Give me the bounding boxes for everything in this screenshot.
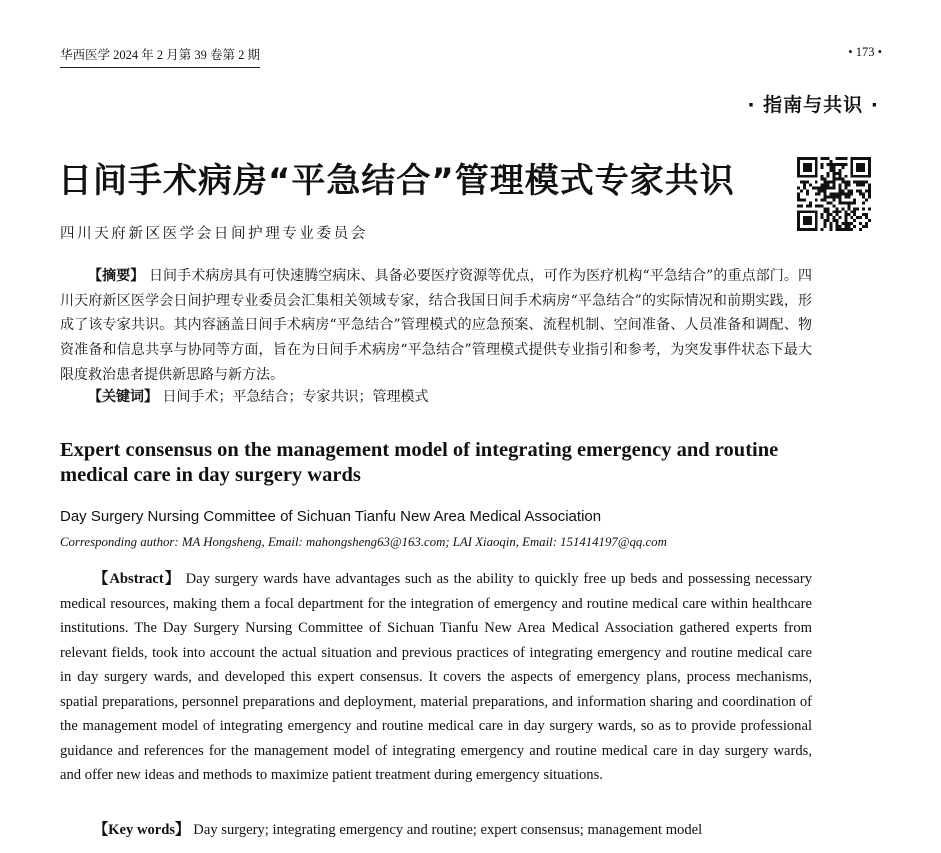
organization-en: Day Surgery Nursing Committee of Sichuan Tianfu New Area Medical Association [60,508,602,525]
abstract-cn-label: 【摘要】 [88,268,145,284]
keywords-cn-text: 日间手术；平急结合；专家共识；管理模式 [158,389,429,405]
keywords-en [60,818,820,842]
article-title-cn: 日间手术病房“平急结合”管理模式专家共识 [58,161,735,201]
keywords-cn [60,385,812,409]
abstract-en-label: 【Abstract】 [93,571,181,587]
abstract-en [60,567,812,788]
abstract-en-text: Day surgery wards have advantages such as the ability to quickly free up beds and possessing necessary medical resources, making them a focal department for the integration of emergency and routine medical care within healthcare institutions. The Day Surgery Nursing Committee of Sichuan Tianfu New Area Medical Association gathered experts from relevant fields, took into account the actual situation and previous practices of integrating emergency and routine medical care in day surgery wards, and developed this expert consensus. It covers the aspects of emergency plans, process mechanisms, spatial preparations, personnel preparations and deployment, material preparations, and information sharing and coordination of the management model of integrating emergency and routine medical care in day surgery wards, so as to provide professional guidance and references for the management model of integrating emergency and routine medical care in day surgery wards, and offer new ideas and methods to maximize patient treatment during emergency situations. [60,571,812,783]
keywords-en-label: 【Key words】 [93,822,190,838]
organization-cn: 四川天府新区医学会日间护理专业委员会 [60,226,368,242]
keywords-cn-label: 【关键词】 [88,389,158,405]
corresponding-author: Corresponding author: MA Hongsheng, Email: mahongsheng63@163.com; LAI Xiaoqin, Email: 151414197@qq.com [60,535,667,549]
article-title-en: Expert consensus on the management model of integrating emergency and routine medical care in day surgery wards [60,439,779,486]
qr-code-icon[interactable] [797,157,871,231]
abstract-cn-text: 日间手术病房具有可快速腾空病床、具备必要医疗资源等优点，可作为医疗机构“平急结合”的重点部门。四川天府新区医学会日间护理专业委员会汇集相关领域专家，结合我国日间手术病房“平急结合”的实际情况和前期实践，形成了该专家共识。其内容涵盖日间手术病房“平急结合”管理模式的应急预案、流程机制、空间准备、人员准备和调配、物资准备和信息共享与协同等方面，旨在为日间手术病房“平急结合”管理模式提供专业指引和参考，为突发事件状态下最大限度救治患者提供新思路与新方法。 [60,268,812,383]
journal-info: 华西医学 2024 年 2 月第 39 卷第 2 期 [60,45,260,68]
section-label: · 指南与共识 · [747,94,879,116]
running-header [60,45,882,63]
abstract-cn [60,264,812,388]
keywords-en-text: Day surgery; integrating emergency and routine; expert consensus; management model [189,822,703,838]
page-number: • 173 • [848,45,882,59]
